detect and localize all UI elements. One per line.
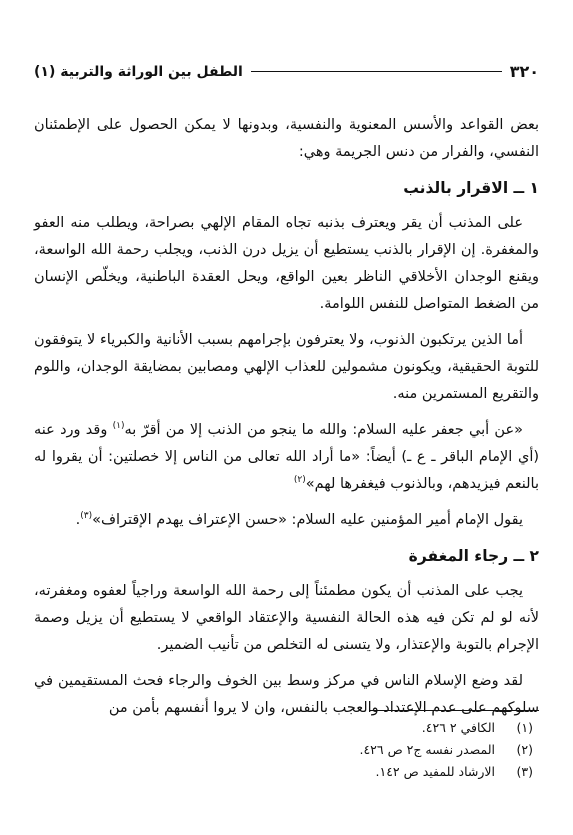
footnote-ref: (٢) bbox=[293, 475, 306, 486]
paragraph: على المذنب أن يقر ويعترف بذنبه تجاه المقام الإلهي بصراحة، ويطلب منه العفو والمغفرة. إن الإقرار بالذنب يستطيع أن يزيل درن الذنب، ويجلب رحمة الله الواسعة، ويقنع الوجدان الأخلاقي الناظر بعين الواقع، ويحل العقدة الباطنية، ويخلّص الإنسان من الضغط المتواصل للنفس اللوامة. bbox=[34, 215, 539, 312]
quote-text: «عن أبي جعفر عليه السلام: والله ما ينجو من الذنب إلا من أقرّ به bbox=[124, 422, 523, 438]
footnote-ref: (١) bbox=[112, 421, 125, 432]
running-title: الطفل بين الوراثة والتربية (١) bbox=[34, 63, 243, 80]
running-header bbox=[34, 62, 539, 81]
footnote-item bbox=[34, 739, 539, 761]
page-body bbox=[34, 112, 539, 731]
quote-text: وقد ورد عنه (أي الإمام الباقر ـ ع ـ) أيضاً: «ما أراد الله تعالى من الناس إلا خصلتين: أن يقروا له بالنعم فيزيدهم، وبالذنوب فيغفرها لهم» bbox=[34, 422, 539, 492]
quote-text: يقول الإمام أمير المؤمنين عليه السلام: «حسن الإعتراف يهدم الإقتراف» bbox=[92, 512, 523, 528]
footnote-item bbox=[34, 717, 539, 739]
section-heading-confession: ١ ــ الاقرار بالذنب bbox=[403, 179, 539, 197]
quote-paragraph bbox=[34, 417, 539, 498]
footnote-number: (٣) bbox=[516, 764, 533, 779]
footnote-number: (٢) bbox=[516, 742, 533, 757]
footnote-text: المصدر نفسه ج٢ ص ٤٢٦. bbox=[359, 742, 495, 757]
header-rule bbox=[251, 71, 502, 72]
page-number: ٣٢٠ bbox=[509, 62, 539, 81]
intro-paragraph: بعض القواعد والأسس المعنوية والنفسية، وبدونها لا يمكن الحصول على الإطمئنان النفسي، والفرار من دنس الجريمة وهي: bbox=[34, 117, 539, 160]
paragraph: أما الذين يرتكبون الذنوب، ولا يعترفون بإجرامهم بسبب الأنانية والكبرياء لا يتوفقون للتوبة الحقيقية، ويكونون مشمولين للعذاب الإلهي ومصابين بمضايقة الوجدان، واللوم والتقريع المستمرين منه. bbox=[34, 332, 539, 402]
quote-paragraph bbox=[34, 507, 539, 534]
section-heading-hope: ٢ ــ رجاء المغفرة bbox=[408, 547, 539, 565]
footnote-text: الارشاد للمفيد ص ١٤٢. bbox=[375, 764, 495, 779]
paragraph: لقد وضع الإسلام الناس في مركز وسط بين الخوف والرجاء فحث المستقيمين في سلوكهم على عدم الإعتداد والعجب بالنفس، وان لا يروا أنفسهم بأمن من bbox=[34, 673, 539, 716]
paragraph: يجب على المذنب أن يكون مطمئناً إلى رحمة الله الواسعة وراجياً لعفوه ومغفرته، لأنه لو لم تكن فيه هذه الحالة النفسية والإعتقاد الواقعي لا يستطيع أن يزيل وصمة الإجرام بالتوبة والإعتذار، ولا يتسنى له التخلص من تأنيب الضمير. bbox=[34, 583, 539, 653]
footnote-ref: (٣) bbox=[80, 511, 93, 522]
footnote-item bbox=[34, 761, 539, 783]
footnotes bbox=[34, 710, 539, 783]
footnote-text: الكافي ٢ ٤٢٦. bbox=[421, 720, 495, 735]
quote-text: . bbox=[75, 512, 81, 528]
footnote-separator bbox=[369, 710, 539, 711]
footnote-number: (١) bbox=[516, 720, 533, 735]
